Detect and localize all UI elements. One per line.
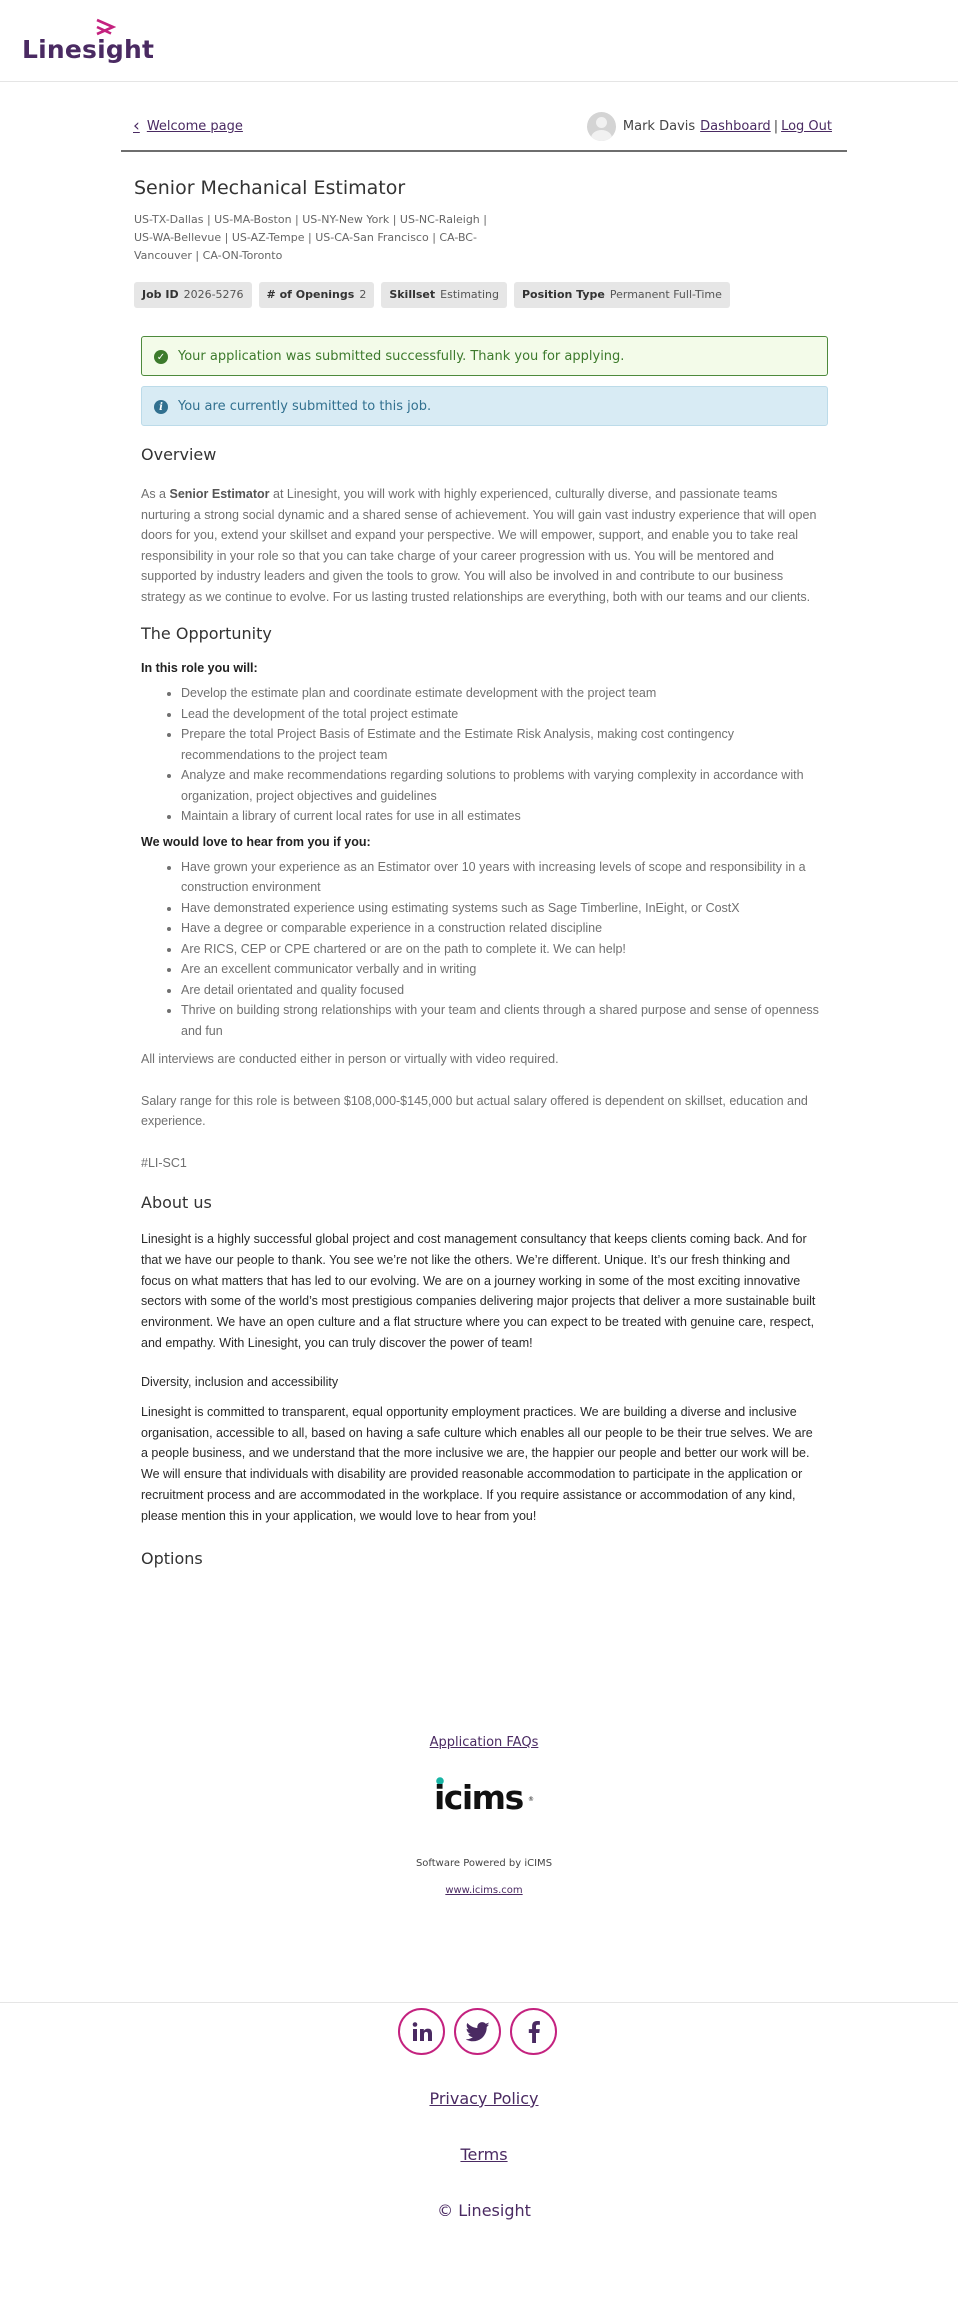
- list-item: • Are RICS, CEP or CPE chartered or are on the path to complete it. We can help!: [181, 939, 821, 960]
- list-item: • Analyze and make recommendations regarding solutions to problems with varying complexity in accordance with organization, project objectives and guidelines: [181, 765, 821, 806]
- logo-text: Linesight: [22, 35, 155, 64]
- user-menu: [587, 112, 832, 141]
- nav-divider: |: [773, 119, 779, 134]
- list-item: • Develop the estimate plan and coordinate estimate development with the project team: [181, 683, 821, 704]
- list-item: • Maintain a library of current local rates for use in all estimates: [181, 806, 821, 827]
- requirements-list: [181, 857, 821, 1042]
- about-paragraph: Linesight is a highly successful global project and cost management consultancy that keeps clients coming back. And for that we have our people to thank. You see we’re not like the others. We’re different. Unique. It’s our fresh thinking and focus on what matters that has led to our evolving. We are on a journey working in some of the most exciting innovative sectors with some of the world’s most prestigious companies delivering major projects that deliver a more sustainable built environment. We have an open culture and a flat structure where you can expect to be treated with genuine care, respect, and empathy. With Linesight, you can truly discover the power of team!: [141, 1232, 816, 1350]
- list-item: • Lead the development of the total project estimate: [181, 704, 821, 725]
- about-heading: About us: [141, 1193, 212, 1212]
- faq-container: [0, 1735, 958, 1750]
- site-header: [0, 0, 958, 82]
- openings-tag: # of Openings 2: [259, 282, 375, 308]
- linkedin-button[interactable]: [398, 2008, 445, 2055]
- requirements-subheading: We would love to hear from you if you:: [141, 834, 371, 849]
- icims-logo: [0, 1775, 958, 1820]
- terms-link[interactable]: Terms: [460, 2145, 508, 2164]
- list-item: • Prepare the total Project Basis of Estimate and the Estimate Risk Analysis, making cost contingency recommendations to the project team: [181, 724, 821, 765]
- icims-logo-graphic: [432, 1775, 536, 1815]
- icims-url-container: [0, 1885, 958, 1896]
- role-subheading: In this role you will:: [141, 661, 258, 675]
- linesight-chevron-mark-icon: [94, 18, 116, 40]
- overview-heading: Overview: [141, 445, 217, 464]
- powered-by-text: Software Powered by iCIMS: [415, 1858, 553, 1869]
- list-item: • Have grown your experience as an Estimator over 10 years with increasing levels of scope and responsibility in a construction environment: [181, 857, 821, 898]
- job-nav-bar: [121, 108, 847, 152]
- application-faqs-link[interactable]: Application FAQs: [429, 1735, 539, 1750]
- dashboard-link[interactable]: Dashboard: [700, 119, 771, 134]
- welcome-page-label: Welcome page: [146, 119, 243, 134]
- list-item: • Thrive on building strong relationships with your team and clients through a shared purpose and sense of openness and fun: [181, 1000, 821, 1041]
- diversity-paragraph: Linesight is committed to transparent, equal opportunity employment practices. We are building a diverse and inclusive organisation, accessible to all, based on having a safe culture which enables all our people to be their true selves. We are a people business, and we understand that the more inclusive we are, the happier our people and better our work will be. We will ensure that individuals with disability are provided reasonable accommodation to participate in the application or recruitment process and are accommodated in the workplace. If you require assistance or accommodation of any kind, please mention this in your application, we would love to hear from you!: [141, 1404, 813, 1523]
- info-circle-icon: i: [154, 400, 168, 414]
- job-id-tag: Job ID 2026-5276: [134, 282, 252, 308]
- facebook-button[interactable]: [510, 2008, 557, 2055]
- list-item: • Have demonstrated experience using estimating systems such as Sage Timberline, InEight, or CostX: [181, 898, 821, 919]
- info-alert: [141, 386, 828, 426]
- interviews-note: All interviews are conducted either in person or virtually with video required.: [141, 1052, 559, 1066]
- job-locations: US-TX-Dallas | US-MA-Boston | US-NY-New York | US-NC-Raleigh | US-WA-Bellevue | US-AZ-Tempe | US-CA-San Francisco | CA-BC-Vancouver | CA-ON-Toronto: [134, 213, 487, 262]
- icims-website-link[interactable]: www.icims.com: [445, 1885, 523, 1896]
- overview-paragraph: As a Senior Estimator at Linesight, you will work with highly experienced, culturally diverse, and passionate teams nurturing a strong social dynamic and a shared sense of achievement. You will gain vast industry experience that will open doors for you, extend your skillset and expand your perspective. We will empower, support, and enable you to take real responsibility in your role so that you can take charge of your career progression with us. You will be mentored and supported by industry leaders and given the tools to grow. You will also be involved in and contribute to our business strategy as we continue to evolve. For us lasting trusted relationships are everything, both with our teams and our clients.: [141, 487, 817, 604]
- svg-text:®: ®: [528, 1796, 534, 1803]
- footer-divider: [0, 2002, 958, 2003]
- user-name: Mark Davis: [622, 119, 696, 134]
- salary-note: Salary range for this role is between $108,000-$145,000 but actual salary offered is dependent on skillset, education and experience.: [141, 1093, 808, 1128]
- job-description: [141, 440, 821, 1568]
- options-heading: Options: [141, 1548, 203, 1568]
- facebook-icon: [527, 2021, 541, 2043]
- skillset-tag: Skillset Estimating: [381, 282, 507, 308]
- list-item: • Are detail orientated and quality focused: [181, 980, 821, 1001]
- logout-link[interactable]: Log Out: [781, 119, 832, 134]
- twitter-button[interactable]: [454, 2008, 501, 2055]
- info-alert-text: You are currently submitted to this job.: [178, 398, 432, 414]
- linkedin-icon: [411, 2021, 433, 2043]
- hashtag: #LI-SC1: [141, 1155, 187, 1170]
- terms-container: [0, 2145, 958, 2164]
- linesight-logo[interactable]: [22, 18, 154, 64]
- job-tags: [134, 282, 730, 308]
- welcome-page-link[interactable]: [133, 118, 243, 135]
- social-links: [398, 2008, 557, 2055]
- role-list: [181, 683, 821, 827]
- privacy-policy-link[interactable]: Privacy Policy: [429, 2089, 539, 2108]
- success-alert: [141, 336, 828, 376]
- icims-logo-text: icims: [434, 1778, 523, 1815]
- privacy-container: [0, 2089, 958, 2108]
- job-title: Senior Mechanical Estimator: [134, 177, 406, 199]
- diversity-heading: Diversity, inclusion and accessibility: [141, 1374, 339, 1389]
- opportunity-heading: The Opportunity: [141, 624, 272, 643]
- position-type-tag: Position Type Permanent Full-Time: [514, 282, 730, 308]
- chevron-left-icon: ‹: [133, 116, 140, 136]
- copyright: © Linesight: [437, 2201, 531, 2220]
- check-circle-icon: ✓: [154, 350, 168, 364]
- success-alert-text: Your application was submitted successfully. Thank you for applying.: [178, 348, 625, 364]
- list-item: • Have a degree or comparable experience in a construction related discipline: [181, 918, 821, 939]
- avatar: [587, 112, 616, 141]
- list-item: • Are an excellent communicator verbally and in writing: [181, 959, 821, 980]
- twitter-icon: [466, 2021, 490, 2043]
